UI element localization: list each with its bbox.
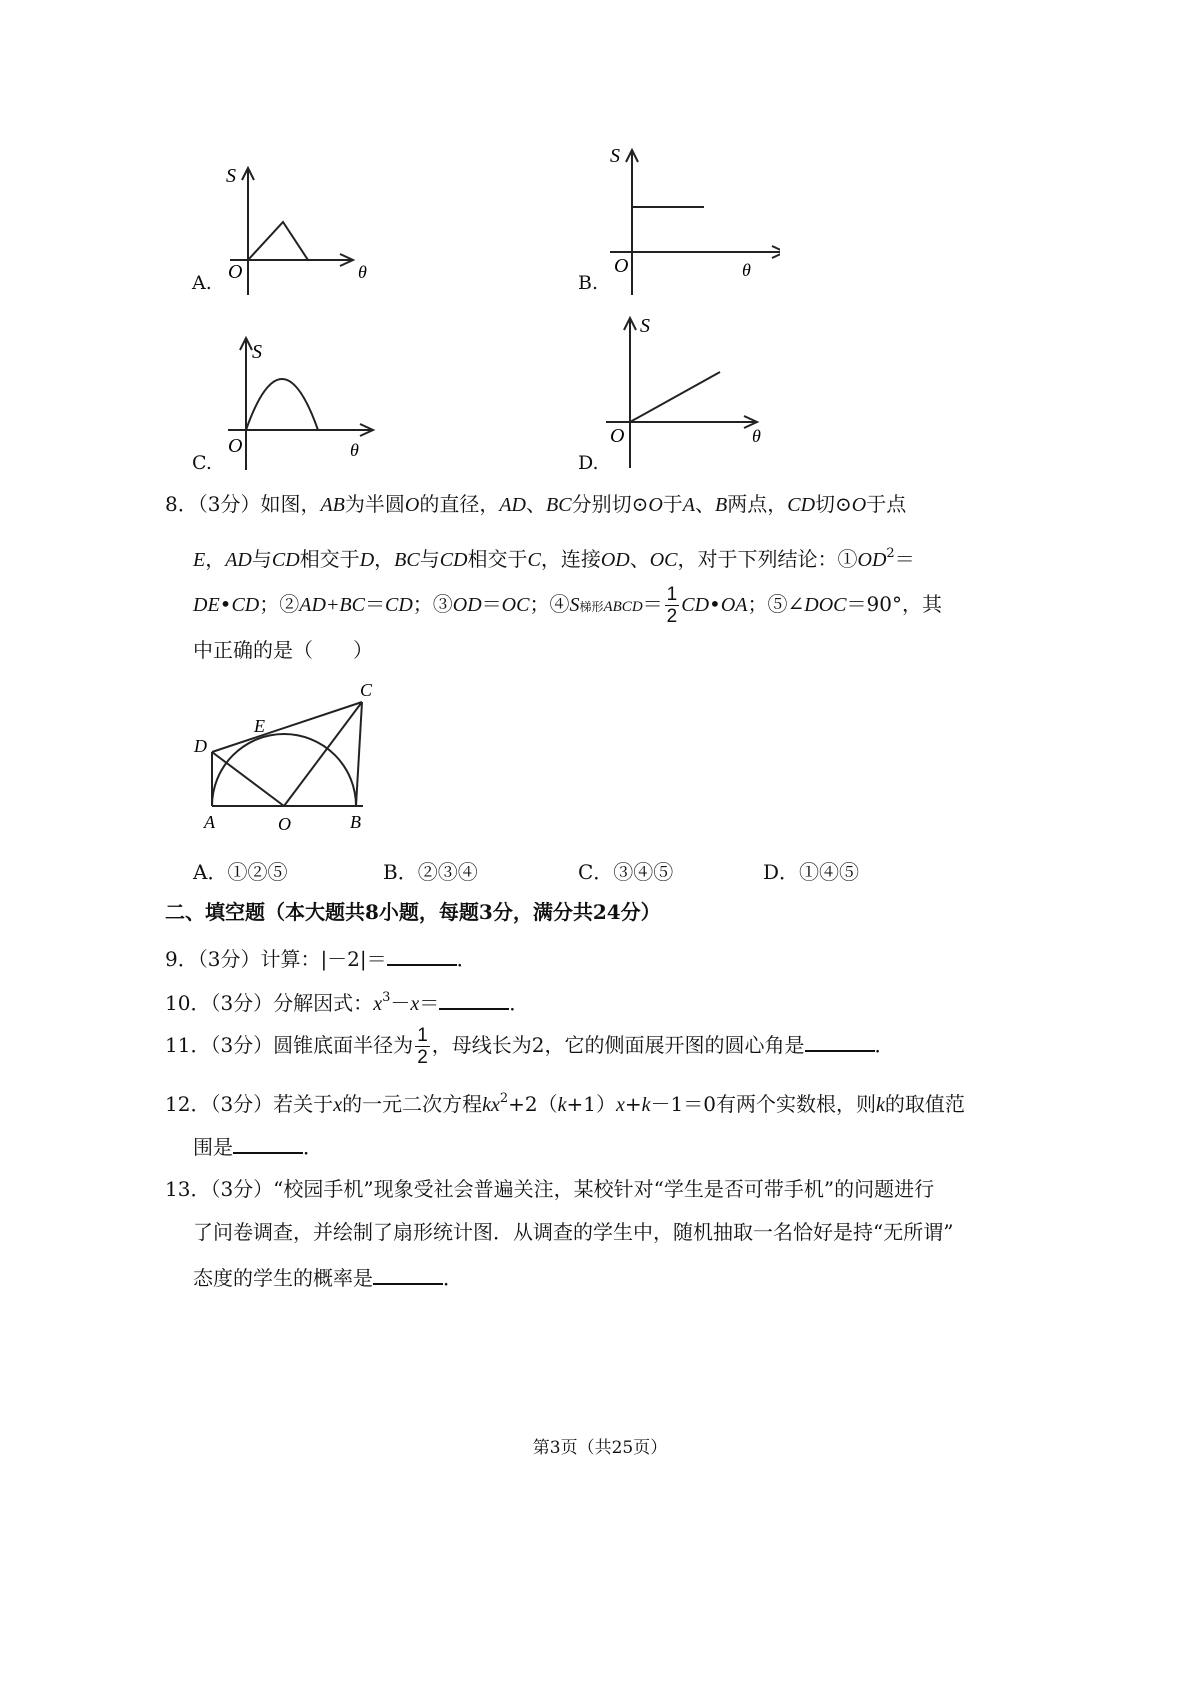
section-2-heading: 二、填空题（本大题共8小题，每题3分，满分共24分） — [165, 900, 661, 924]
graph-c-origin: O — [228, 435, 243, 457]
graph-c-y-label: S — [252, 341, 262, 363]
graph-a-x-label: θ — [358, 262, 367, 282]
q8-choice-d[interactable]: D．①④⑤ — [763, 860, 860, 884]
graph-d-y-label: S — [640, 315, 650, 337]
graph-option-d — [580, 312, 780, 472]
q10-answer-blank[interactable] — [439, 990, 509, 1010]
point-o-label: O — [278, 814, 291, 834]
q11: 11．（3分）圆锥底面半径为 $\frac{1}{2}$ ，母线长为2，它的侧面展开图的圆心角是 ． — [165, 1025, 895, 1068]
point-c-label: C — [360, 680, 373, 700]
q12-answer-blank[interactable] — [233, 1134, 303, 1154]
graph-b-y-label: S — [610, 145, 620, 167]
q9: 9．（3分）计算：|－2|＝ ． — [165, 947, 477, 971]
graph-a-origin: O — [228, 261, 243, 283]
fraction-half: $\frac{1}{2}$ — [666, 584, 678, 627]
q12-line-2: 围是 ． — [193, 1135, 323, 1159]
q8-line-2: E，AD与CD相交于D，BC与CD相交于C，连接OD、OC，对于下列结论：$①OD^2=$ — [193, 546, 915, 571]
q13-line-1: 13．（3分）“校园手机”现象受社会普遍关注，某校针对“学生是否可带手机”的问题进行 — [165, 1177, 935, 1201]
graph-b-x-label: θ — [742, 260, 751, 280]
page-footer: 第3页（共25页） — [532, 1438, 668, 1458]
point-d-label: D — [194, 736, 207, 756]
point-e-label: E — [254, 716, 265, 736]
graph-b-origin: O — [614, 255, 629, 277]
q13-answer-blank[interactable] — [373, 1265, 443, 1285]
q8-choice-b[interactable]: B．②③④ — [383, 860, 478, 884]
graph-d-svg — [580, 312, 780, 472]
graph-c-label: C. — [192, 452, 212, 474]
point-b-label: B — [350, 812, 361, 832]
graph-d-x-label: θ — [752, 426, 761, 446]
q13-line-3: 态度的学生的概率是 ． — [193, 1266, 463, 1290]
graph-c-x-label: θ — [350, 440, 359, 460]
point-a-label: A — [204, 812, 215, 832]
graph-a-label: A. — [192, 272, 212, 294]
q13-line-2: 了问卷调查，并绘制了扇形统计图．从调查的学生中，随机抽取一名恰好是持“无所谓” — [193, 1220, 954, 1244]
q10: 10．（3分）分解因式：$x^3-x=$ ． — [165, 990, 530, 1015]
graph-d-origin: O — [610, 425, 625, 447]
q8-line-1: 8．（3分）如图，AB为半圆O的直径，AD、BC分别切⊙O于A、B两点，CD切⊙O于点 — [165, 492, 907, 516]
fraction-half: $\frac{1}{2}$ — [417, 1025, 428, 1068]
q8-choice-a[interactable]: A．①②⑤ — [193, 860, 288, 884]
q8-figure — [188, 680, 398, 840]
q8-line-4: 中正确的是（ ） — [193, 638, 373, 662]
graph-a-svg — [190, 150, 390, 300]
graph-d-label: D. — [578, 452, 599, 474]
graph-a-y-label: S — [226, 165, 236, 187]
q11-answer-blank[interactable] — [805, 1032, 875, 1052]
graph-option-c — [190, 330, 390, 480]
graph-c-svg — [190, 330, 390, 480]
graph-b-svg — [580, 140, 780, 300]
graph-option-b — [580, 140, 780, 300]
q8-line-3: DE•CD；②AD+BC＝CD；③OD＝OC；④S梯形ABCD＝ $\frac{1}{2}$ CD•OA；⑤∠DOC＝90°，其 — [193, 584, 942, 627]
q8-choice-c[interactable]: C．③④⑤ — [578, 860, 674, 884]
graph-b-label: B. — [578, 272, 599, 294]
graph-option-a — [190, 150, 390, 300]
q12-line-1: 12．（3分）若关于x的一元二次方程$kx^2+2(k+1)x+k-1=0$有两个实数根，则k的取值范 — [165, 1091, 965, 1116]
q9-answer-blank[interactable] — [387, 946, 457, 966]
semicircle-figure — [188, 680, 398, 840]
